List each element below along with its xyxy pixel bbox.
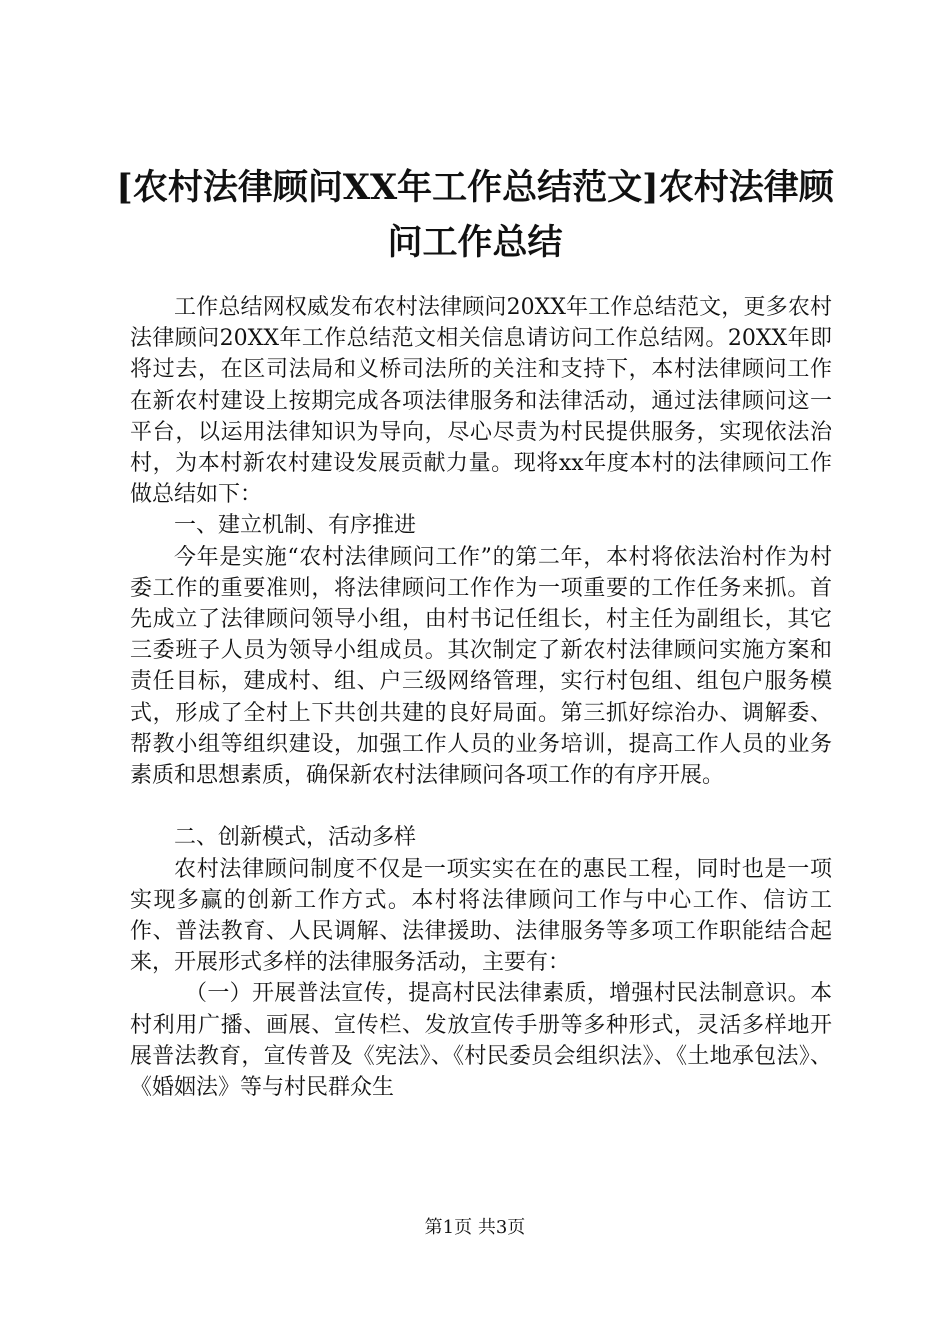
- document-body: [130, 292, 832, 1103]
- page-footer: 第1页 共3页: [424, 1217, 526, 1238]
- document-title: [农村法律顾问XX年工作总结范文]农村法律顾问工作总结: [116, 167, 834, 263]
- subsection-1-paragraph: （一）开展普法宣传，提高村民法律素质，增强村民法制意识。本村利用广播、画展、宣传栏、发放宣传手册等多种形式，灵活多样地开展普法教育，宣传普及《宪法》、《村民委员会组织法》、《土地承包法》、《婚姻法》等与村民群众生: [130, 981, 832, 1101]
- section-1-paragraph: 今年是实施“农村法律顾问工作”的第二年，本村将依法治村作为村委工作的重要准则，将法律顾问工作作为一项重要的工作任务来抓。首先成立了法律顾问领导小组，由村书记任组长，村主任为副组长，其它三委班子人员为领导小组成员。其次制定了新农村法律顾问实施方案和责任目标，建成村、组、户三级网络管理，实行村包组、组包户服务模式，形成了全村上下共创共建的良好局面。第三抓好综治办、调解委、帮教小组等组织建设，加强工作人员的业务培训，提高工作人员的业务素质和思想素质，确保新农村法律顾问各项工作的有序开展。: [130, 544, 832, 789]
- section-heading-1: 一、建立机制、有序推进: [174, 513, 417, 539]
- section-heading-2: 二、创新模式，活动多样: [174, 825, 417, 851]
- section-2-paragraph: 农村法律顾问制度不仅是一项实实在在的惠民工程，同时也是一项实现多赢的创新工作方式。本村将法律顾问工作与中心工作、信访工作、普法教育、人民调解、法律援助、法律服务等多项工作职能结合起来，开展形式多样的法律服务活动，主要有：: [130, 856, 832, 976]
- intro-paragraph: 工作总结网权威发布农村法律顾问20XX年工作总结范文，更多农村法律顾问20XX年工作总结范文相关信息请访问工作总结网。20XX年即将过去，在区司法局和义桥司法所的关注和支持下，本村法律顾问工作在新农村建设上按期完成各项法律服务和法律活动，通过法律顾问这一平台，以运用法律知识为导向，尽心尽责为村民提供服务，实现依法治村，为本村新农村建设发展贡献力量。现将xx年度本村的法律顾问工作做总结如下：: [130, 295, 832, 508]
